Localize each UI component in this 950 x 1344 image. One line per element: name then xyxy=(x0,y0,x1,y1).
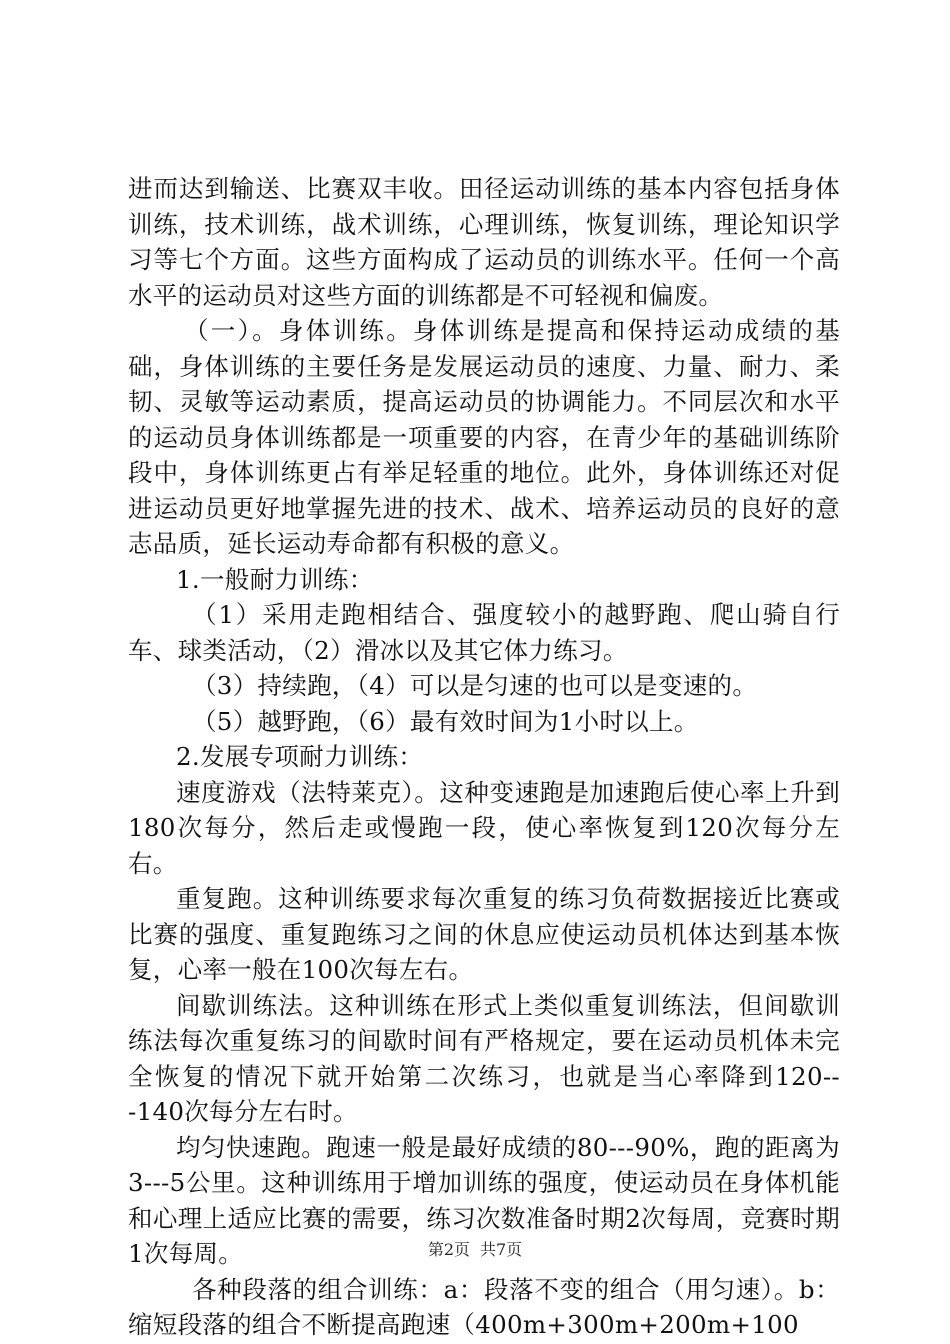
paragraph-steady-fast-run: 均匀快速跑。跑速一般是最好成绩的80---90%，跑的距离为3---5公里。这种训练用于增加训练的强度，使运动员在身体机能和心理上适应比赛的需要，练习次数准备时期2次每周，竞赛时期1次每周。 xyxy=(128,1132,840,1268)
heading-general-endurance: 1.一般耐力训练： xyxy=(176,564,374,594)
paragraph-repetition-run: 重复跑。这种训练要求每次重复的练习负荷数据接近比赛或比赛的强度、重复跑练习之间的休息应使运动员机体达到基本恢复，心率一般在100次每左右。 xyxy=(128,884,840,984)
paragraph-physical-training: （一）。身体训练。身体训练是提高和保持运动成绩的基础，身体训练的主要任务是发展运动员的速度、力量、耐力、柔韧、灵敏等运动素质，提高运动员的协调能力。不同层次和水平的运动员身体训练都是一项重要的内容，在青少年的基础训练阶段中，身体训练更占有举足轻重的地位。此外，身体训练还对促进运动员更好地掌握先进的技术、战术、培养运动员的良好的意志品质，延长运动寿命都有积极的意义。 xyxy=(128,316,840,558)
paragraph-segment-combination: 各种段落的组合训练：a：段落不变的组合（用匀速）。b：缩短段落的组合不断提高跑速（400m+300m+200m+100 xyxy=(128,1274,840,1339)
document-body xyxy=(128,171,840,1343)
page-number: 第2页 xyxy=(427,1240,470,1259)
heading-special-endurance: 2.发展专项耐力训练： xyxy=(176,742,424,771)
paragraph-fartlek: 速度游戏（法特莱克）。这种变速跑是加速跑后使心率上升到180次每分，然后走或慢跑一段，使心率恢复到120次每分左右。 xyxy=(128,777,840,878)
paragraph-interval-training: 间歇训练法。这种训练在形式上类似重复训练法，但间歇训练法每次重复练习的间歇时间有严格规定，要在运动员机体未完全恢复的情况下就开始第二次练习，也就是当心率降到120---140次每分左右时。 xyxy=(128,990,840,1126)
list-item-1-2: （1）采用走跑相结合、强度较小的越野跑、爬山骑自行车、球类活动，（2）滑冰以及其它体力练习。 xyxy=(128,600,840,665)
page-footer xyxy=(0,1240,950,1260)
list-item-5-6: （5）越野跑，（6）最有效时间为1小时以上。 xyxy=(192,706,699,736)
paragraph-intro-continued: 进而达到输送、比赛双丰收。田径运动训练的基本内容包括身体训练，技术训练，战术训练，心理训练，恢复训练，理论知识学习等七个方面。这些方面构成了运动员的训练水平。任何一个高水平的运动员对这些方面的训练都是不可轻视和偏废。 xyxy=(128,174,840,310)
list-item-3-4: （3）持续跑，（4）可以是匀速的也可以是变速的。 xyxy=(192,671,758,700)
page-total: 共7页 xyxy=(480,1240,523,1259)
